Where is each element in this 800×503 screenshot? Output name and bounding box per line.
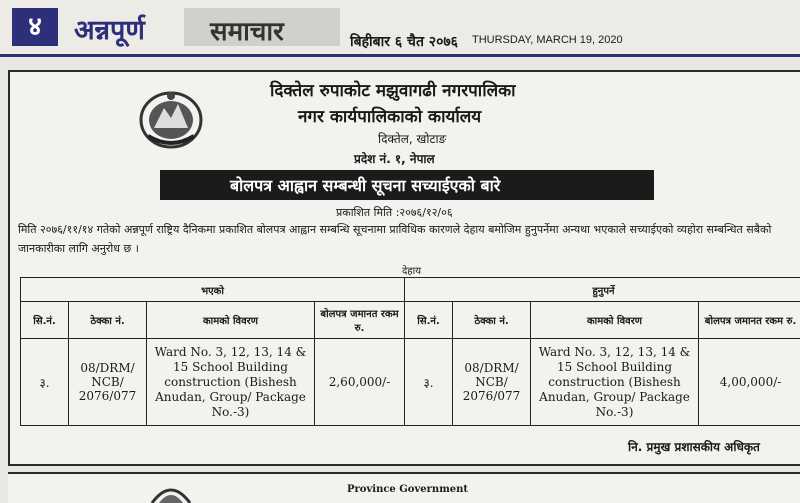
notice-body: मिति २०७६/११/१४ गतेको अन्नपूर्ण राष्ट्रिय दैनिकमा प्रकाशित बोलपत्र आह्वान सम्बन्धि सूचनामा प्राविधिक कारणले देहाय बमोजिम हुनुपर्नेमा अन्यथा भएकाले सच्याईएको व्यहोरा सम्बन्धित सबैको जानकारीका लागि अनुरोध छ । xyxy=(18,220,794,258)
cell-sn-after: ३. xyxy=(405,339,453,426)
cell-sn-before: ३. xyxy=(21,339,69,426)
cell-desc-after: Ward No. 3, 12, 13, 14 & 15 School Building construction (Bishesh Anudan, Group/ Package No.-3) xyxy=(531,339,699,426)
col-header: कामको विवरण xyxy=(147,302,315,339)
section-name: समाचार xyxy=(210,12,284,48)
next-ad-title: Province Government xyxy=(347,484,468,495)
tender-notice xyxy=(8,70,800,466)
cell-amount-after: 4,00,000/- xyxy=(699,339,800,426)
cell-contract-before: 08/DRM/ NCB/ 2076/077 xyxy=(69,339,147,426)
col-header: बोलपत्र जमानत रकम रु. xyxy=(315,302,405,339)
col-header: बोलपत्र जमानत रकम रु. xyxy=(699,302,800,339)
page-number: ४ xyxy=(12,8,58,46)
table-row xyxy=(21,339,800,426)
cell-desc-before: Ward No. 3, 12, 13, 14 & 15 School Building construction (Bishesh Anudan, Group/ Package No.-3) xyxy=(147,339,315,426)
published-date: प्रकाशित मिति :२०७६/१२/०६ xyxy=(336,205,453,220)
office-name: नगर कार्यपालिकाको कार्यालय xyxy=(298,104,481,127)
signature-title: नि. प्रमुख प्रशासकीय अधिकृत xyxy=(628,438,760,455)
col-header: ठेक्का नं. xyxy=(453,302,531,339)
emblem-icon xyxy=(150,483,192,503)
cell-contract-after: 08/DRM/ NCB/ 2076/077 xyxy=(453,339,531,426)
org-name: दिक्तेल रुपाकोट मझुवागढी नगरपालिका xyxy=(270,78,516,101)
masthead xyxy=(0,0,800,58)
dehaya-label: देहाय xyxy=(402,263,421,277)
col-header: सि.नं. xyxy=(21,302,69,339)
paper-name: अन्नपूर्ण xyxy=(74,10,145,47)
date-english: THURSDAY, MARCH 19, 2020 xyxy=(472,34,623,46)
col-header: कामको विवरण xyxy=(531,302,699,339)
group-header-before: भएको xyxy=(21,278,405,302)
col-header: सि.नं. xyxy=(405,302,453,339)
province: प्रदेश नं. १, नेपाल xyxy=(354,150,435,167)
masthead-rule xyxy=(0,54,800,57)
date-nepali: बिहीबार ६ चैत २०७६ xyxy=(350,32,458,51)
group-header-after: हुनुपर्ने xyxy=(405,278,800,302)
col-header: ठेक्का नं. xyxy=(69,302,147,339)
office-place: दिक्तेल, खोटाङ xyxy=(378,130,446,147)
correction-table xyxy=(20,277,800,426)
notice-title: बोलपत्र आह्वान सम्बन्धी सूचना सच्याईएको बारे xyxy=(230,174,500,196)
cell-amount-before: 2,60,000/- xyxy=(315,339,405,426)
nepal-emblem-icon xyxy=(138,90,204,150)
